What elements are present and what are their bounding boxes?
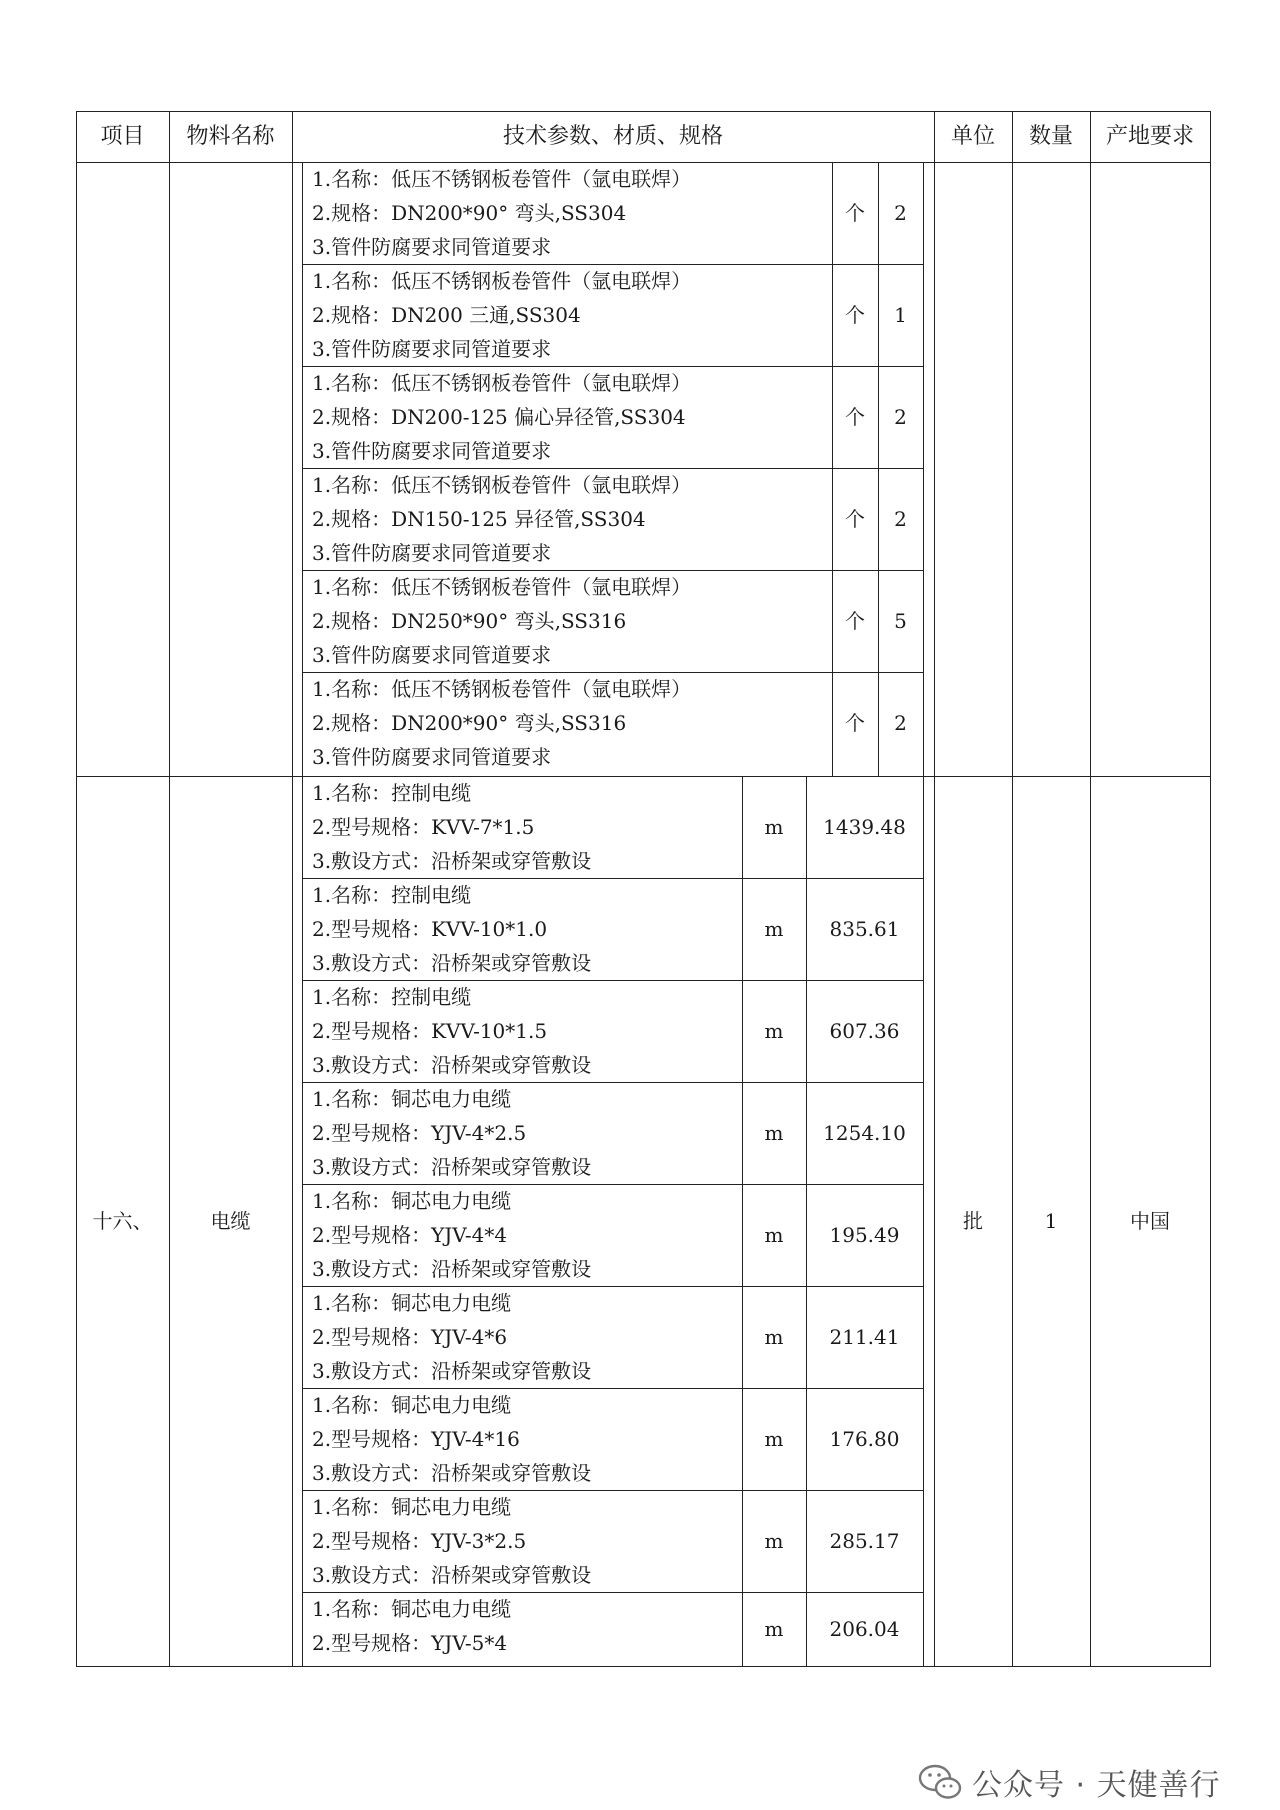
- header-spec: 技术参数、材质、规格: [502, 124, 723, 149]
- row-divider: [302, 878, 923, 879]
- item-number: 十六、: [92, 1209, 153, 1233]
- row-qty: 211.41: [829, 1325, 900, 1349]
- row-unit: 个: [845, 405, 865, 429]
- header-item: 项目: [100, 124, 145, 149]
- spec-line: 3.敷设方式：沿桥架或穿管敷设: [312, 1053, 592, 1077]
- row-divider: [302, 570, 923, 571]
- row-qty: 5: [894, 609, 907, 633]
- row-qty: 285.17: [829, 1529, 900, 1553]
- table-bottom-border: [76, 1666, 1211, 1667]
- row-qty: 206.04: [829, 1617, 900, 1641]
- row-unit: m: [764, 1427, 784, 1451]
- watermark: [918, 1760, 1221, 1804]
- row-divider: [302, 468, 923, 469]
- material-name: 电缆: [210, 1209, 251, 1233]
- row-unit: 个: [845, 609, 865, 633]
- row-unit: 个: [845, 201, 865, 225]
- sub-border-right: [923, 776, 924, 1666]
- spec-line: 2.型号规格：YJV-4*16: [312, 1427, 520, 1451]
- spec-line: 1.名称：低压不锈钢板卷管件（氩电联焊）: [312, 473, 692, 497]
- row-qty: 1254.10: [823, 1121, 906, 1145]
- col-border-qty: [1090, 111, 1091, 1667]
- row-qty: 176.80: [829, 1427, 900, 1451]
- spec-line: 3.管件防腐要求同管道要求: [312, 235, 552, 259]
- row-qty: 2: [894, 201, 907, 225]
- col-border-unit: [1012, 111, 1013, 1667]
- row-divider: [302, 264, 923, 265]
- spec-line: 2.型号规格：KVV-10*1.5: [312, 1019, 548, 1043]
- row-qty: 2: [894, 405, 907, 429]
- spec-line: 2.规格：DN200*90° 弯头,SS316: [312, 711, 627, 735]
- row-qty: 1: [894, 303, 907, 327]
- spec-line: 2.规格：DN200*90° 弯头,SS304: [312, 201, 627, 225]
- header-material: 物料名称: [186, 124, 275, 149]
- spec-line: 2.型号规格：YJV-3*2.5: [312, 1529, 527, 1553]
- col-border-item: [169, 111, 170, 1667]
- row-qty: 2: [894, 711, 907, 735]
- watermark-text: 公众号 · 天健善行: [972, 1768, 1221, 1803]
- spec-line: 3.管件防腐要求同管道要求: [312, 541, 552, 565]
- spec-line: 1.名称：铜芯电力电缆: [312, 1087, 512, 1111]
- spec-line: 1.名称：铜芯电力电缆: [312, 1597, 512, 1621]
- spec-line: 1.名称：低压不锈钢板卷管件（氩电联焊）: [312, 371, 692, 395]
- spec-line: 3.敷设方式：沿桥架或穿管敷设: [312, 1155, 592, 1179]
- spec-line: 1.名称：低压不锈钢板卷管件（氩电联焊）: [312, 167, 692, 191]
- header-unit: 单位: [950, 124, 995, 149]
- row-divider: [302, 1286, 923, 1287]
- row-unit: m: [764, 815, 784, 839]
- row-unit: m: [764, 1019, 784, 1043]
- row-divider: [302, 1388, 923, 1389]
- row-divider: [302, 672, 923, 673]
- spec-line: 3.敷设方式：沿桥架或穿管敷设: [312, 951, 592, 975]
- row-divider: [302, 1184, 923, 1185]
- row-unit: m: [764, 1529, 784, 1553]
- header-qty: 数量: [1028, 124, 1073, 149]
- row-qty: 1439.48: [823, 815, 906, 839]
- spec-line: 3.管件防腐要求同管道要求: [312, 337, 552, 361]
- spec-line: 1.名称：铜芯电力电缆: [312, 1495, 512, 1519]
- col-border-left: [76, 111, 77, 1667]
- row-qty: 835.61: [829, 917, 900, 941]
- spec-line: 2.型号规格：KVV-10*1.0: [312, 917, 548, 941]
- spec-line: 1.名称：控制电缆: [312, 883, 472, 907]
- col-border-spec: [934, 111, 935, 1667]
- spec-line: 2.型号规格：YJV-4*2.5: [312, 1121, 527, 1145]
- row-divider: [302, 1592, 923, 1593]
- spec-line: 1.名称：低压不锈钢板卷管件（氩电联焊）: [312, 269, 692, 293]
- spec-line: 2.型号规格：YJV-4*4: [312, 1223, 508, 1247]
- sub-border-left: [302, 776, 303, 1666]
- group-divider: [76, 776, 1211, 777]
- row-unit: m: [764, 917, 784, 941]
- row-qty: 607.36: [829, 1019, 900, 1043]
- spec-line: 2.规格：DN150-125 异径管,SS304: [312, 507, 646, 531]
- spec-line: 1.名称：铜芯电力电缆: [312, 1189, 512, 1213]
- row-divider: [302, 366, 923, 367]
- spec-line: 1.名称：控制电缆: [312, 781, 472, 805]
- spec-line: 1.名称：铜芯电力电缆: [312, 1291, 512, 1315]
- header-origin: 产地要求: [1105, 124, 1194, 149]
- spec-line: 2.型号规格：YJV-5*4: [312, 1631, 508, 1655]
- row-unit: m: [764, 1617, 784, 1641]
- row-unit: m: [764, 1223, 784, 1247]
- spec-line: 3.敷设方式：沿桥架或穿管敷设: [312, 849, 592, 873]
- spec-line: 3.管件防腐要求同管道要求: [312, 745, 552, 769]
- spec-line: 3.敷设方式：沿桥架或穿管敷设: [312, 1257, 592, 1281]
- spec-line: 3.敷设方式：沿桥架或穿管敷设: [312, 1563, 592, 1587]
- group-qty: 1: [1044, 1209, 1058, 1233]
- spec-line: 2.规格：DN200 三通,SS304: [312, 303, 581, 327]
- group-origin: 中国: [1130, 1209, 1170, 1233]
- row-divider: [302, 980, 923, 981]
- col-border-right: [1210, 111, 1211, 1667]
- row-divider: [302, 1082, 923, 1083]
- spec-line: 1.名称：低压不锈钢板卷管件（氩电联焊）: [312, 677, 692, 701]
- spec-line: 3.管件防腐要求同管道要求: [312, 439, 552, 463]
- spec-line: 3.敷设方式：沿桥架或穿管敷设: [312, 1461, 592, 1485]
- sub-border-right: [923, 162, 924, 776]
- col-border-material: [292, 111, 293, 1667]
- row-qty: 2: [894, 507, 907, 531]
- row-unit: 个: [845, 507, 865, 531]
- spec-line: 2.型号规格：YJV-4*6: [312, 1325, 508, 1349]
- group-unit: 批: [963, 1209, 983, 1233]
- wechat-icon: [918, 1763, 962, 1801]
- spec-line: 3.敷设方式：沿桥架或穿管敷设: [312, 1359, 592, 1383]
- row-unit: m: [764, 1325, 784, 1349]
- spec-line: 2.规格：DN200-125 偏心异径管,SS304: [312, 405, 686, 429]
- row-qty: 195.49: [829, 1223, 900, 1247]
- spec-line: 1.名称：铜芯电力电缆: [312, 1393, 512, 1417]
- row-unit: 个: [845, 303, 865, 327]
- row-divider: [302, 1490, 923, 1491]
- row-unit: m: [764, 1121, 784, 1145]
- row-unit: 个: [845, 711, 865, 735]
- spec-line: 2.规格：DN250*90° 弯头,SS316: [312, 609, 627, 633]
- spec-line: 1.名称：低压不锈钢板卷管件（氩电联焊）: [312, 575, 692, 599]
- spec-line: 1.名称：控制电缆: [312, 985, 472, 1009]
- spec-line: 2.型号规格：KVV-7*1.5: [312, 815, 535, 839]
- spec-line: 3.管件防腐要求同管道要求: [312, 643, 552, 667]
